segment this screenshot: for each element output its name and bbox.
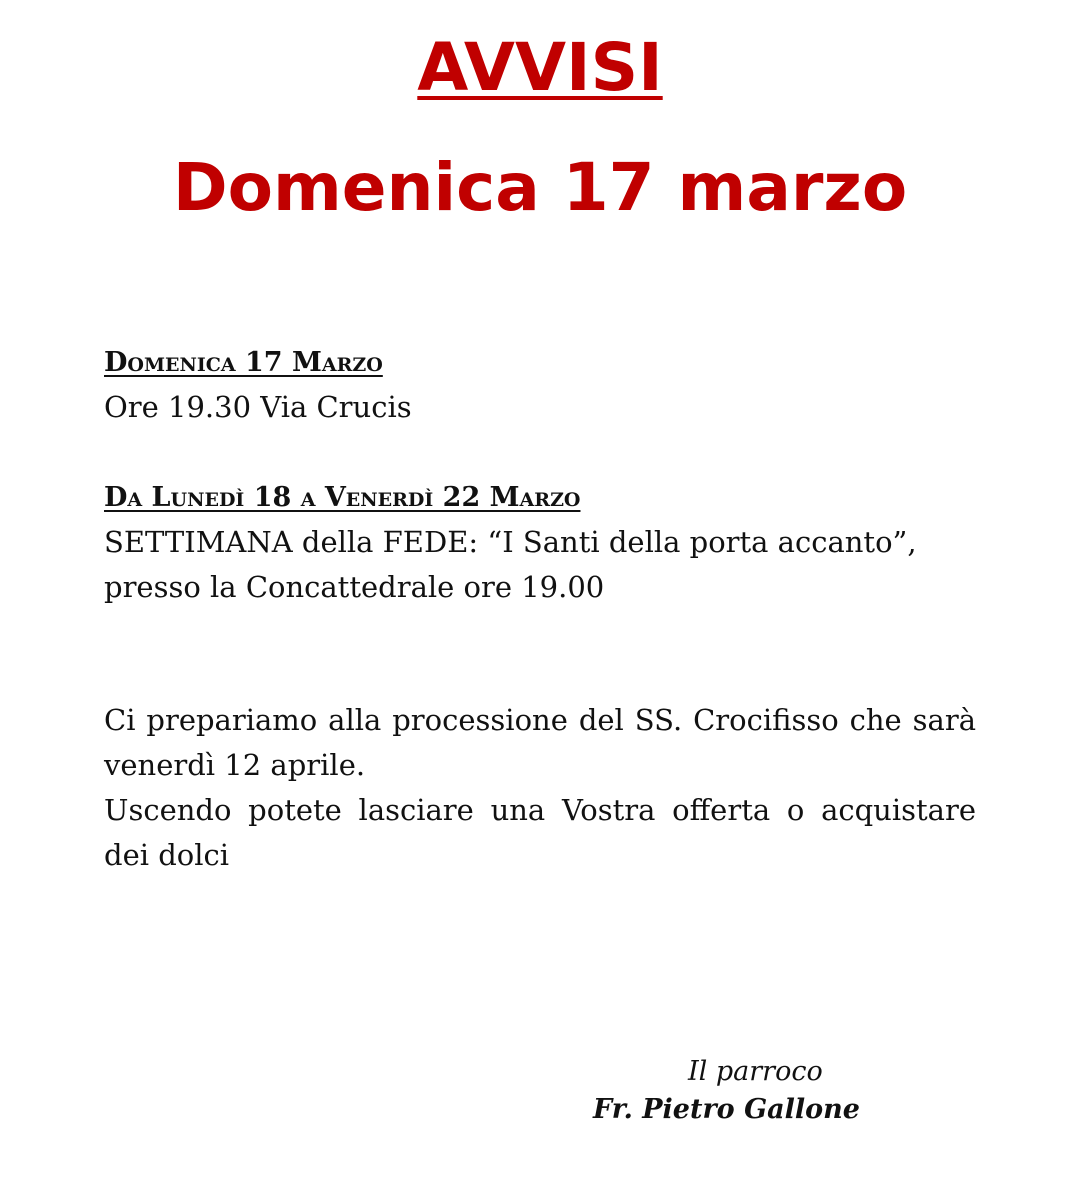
notice-paragraph-procession: Ci prepariamo alla processione del SS. Crocifisso che sarà venerdì 12 aprile. <box>104 703 976 782</box>
signature-name: Fr. Pietro Gallone <box>593 1094 860 1125</box>
section-heading: Da Lunedì 18 a Venerdì 22 Marzo <box>104 482 581 513</box>
page-title: AVVISI <box>417 29 663 106</box>
section-line: SETTIMANA della FEDE: “I Santi della porta accanto”, <box>104 525 917 559</box>
signature-role: Il parroco <box>688 1056 823 1087</box>
section-line: Ore 19.30 Via Crucis <box>104 390 412 424</box>
page-subtitle-date: Domenica 17 marzo <box>172 149 908 226</box>
section-sunday <box>104 340 976 430</box>
section-heading: Domenica 17 Marzo <box>104 347 383 378</box>
section-week <box>104 475 976 610</box>
section-line: presso la Concattedrale ore 19.00 <box>104 570 605 604</box>
notice-paragraph-offering: Uscendo potete lasciare una Vostra offerta o acquistare dei dolci <box>104 793 976 872</box>
notice-body <box>104 698 976 878</box>
